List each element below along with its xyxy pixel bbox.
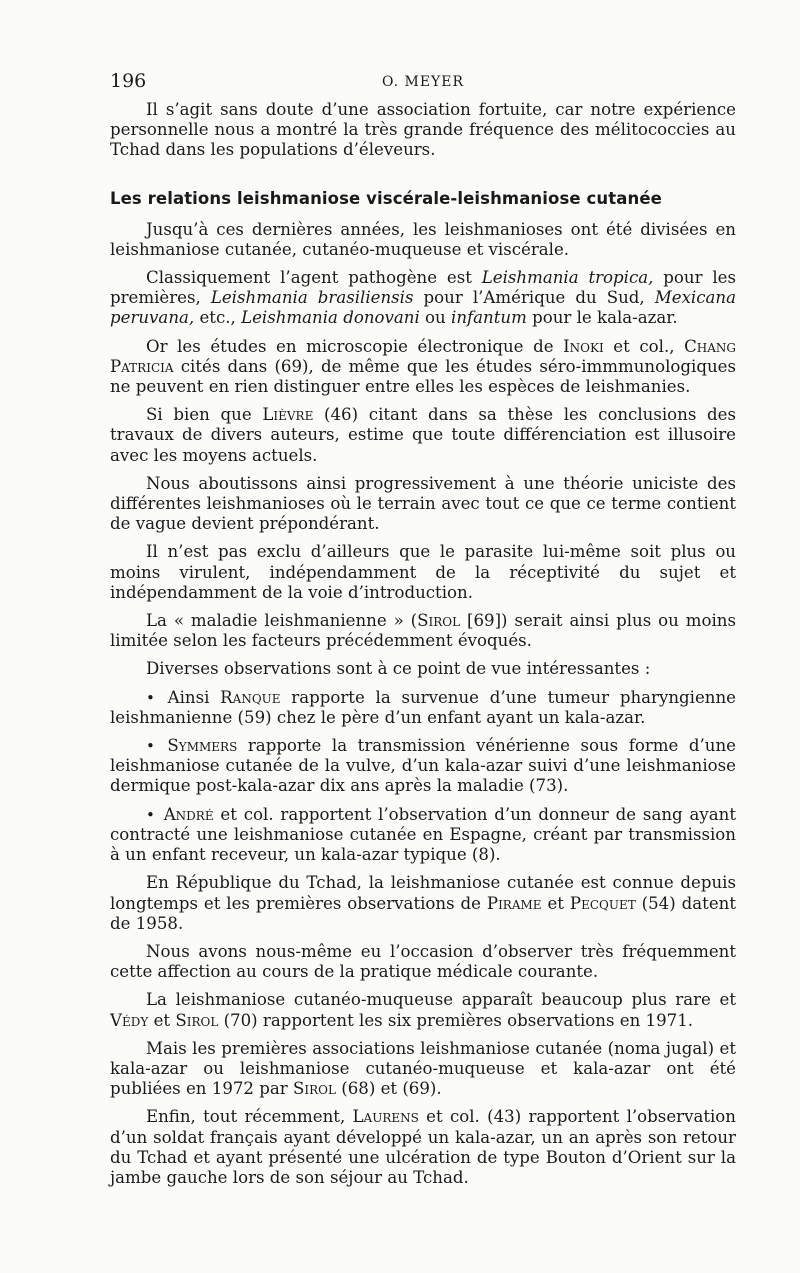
paragraph-7: La « maladie leishmanienne » (Sirol [69]) serait ainsi plus ou moins limitée selon les facteurs précédemment évoqués. xyxy=(110,611,736,651)
paragraph-8: Diverses observations sont à ce point de vue intéressantes : xyxy=(146,659,651,679)
author-name: Chang Patricia xyxy=(110,336,736,376)
paragraph-13: Enfin, tout récemment, Laurens et col. (43) rapportent l’observation d’un soldat français ayant développé un kala-azar, un an après son retour du Tchad et ayant présenté une ulcération de type Bouton d’Orient sur la jambe gauche lors de son séjour au Tchad. xyxy=(110,1107,736,1187)
paragraph-2: Classiquement l’agent pathogène est Leishmania tropica, pour les premières, Leishmania brasiliensis pour l’Amérique du Sud, Mexicana peruvana, etc., Leishmania donovani ou infantum pour le kala-azar. xyxy=(110,268,737,328)
running-header xyxy=(110,66,736,100)
author-name: Ranque xyxy=(220,687,281,707)
running-author: O. MEYER xyxy=(381,74,465,90)
paragraph-12: Mais les premières associations leishmaniose cutanée (noma jugal) et kala-azar ou leishmaniose cutanéo-muqueuse et kala-azar ont été publiées en 1972 par Sirol (68) et (69). xyxy=(110,1038,736,1099)
author-name: Sirol xyxy=(417,611,461,631)
section-heading: Les relations leishmaniose viscérale-leishmaniose cutanée xyxy=(110,188,662,208)
author-name: Symmers xyxy=(167,736,238,756)
author-name: Sirol xyxy=(175,1010,219,1030)
paragraph-3: Or les études en microscopie électronique de Inoki et col., Chang Patricia cités dans (69), de même que les études séro-immmunologiques ne peuvent en rien distinguer entre elles les espèces de leishmanies. xyxy=(110,336,736,397)
author-name: Laurens xyxy=(352,1107,419,1127)
bullet-icon: • xyxy=(146,737,155,756)
bullet-icon: • xyxy=(146,688,155,707)
author-name: André xyxy=(163,804,214,824)
paragraph-4: Si bien que Lièvre (46) citant dans sa thèse les conclusions des travaux de divers auteurs, estime que toute différenciation est illusoire avec les moyens actuels. xyxy=(110,405,736,465)
paragraph-5: Nous aboutissons ainsi progressivement à une théorie uniciste des différentes leishmanioses où le terrain avec tout ce que ce terme contient de vague devient prépondérant. xyxy=(110,473,736,534)
author-name: Inoki xyxy=(563,336,604,356)
author-name: Sirol xyxy=(293,1079,336,1099)
bullet-icon: • xyxy=(146,805,155,824)
intro-paragraph: Il s’agit sans doute d’une association fortuite, car notre expérience personnelle nous a montré la très grande fréquence des mélitococcies au Tchad dans les populations d’éleveurs. xyxy=(110,100,736,160)
bullet-item-2: • Symmers rapporte la transmission vénérienne sous forme d’une leishmaniose cutanée de la vulve, d’un kala-azar suivi d’une leishmaniose dermique post-kala-azar dix ans après la maladie (73). xyxy=(110,736,736,796)
paragraph-10: Nous avons nous-même eu l’occasion d’observer très fréquemment cette affection au cours de la pratique médicale courante. xyxy=(110,941,736,982)
bullet-item-1: • Ainsi Ranque rapporte la survenue d’une tumeur pharyngienne leishmanienne (59) chez le père d’un enfant ayant un kala-azar. xyxy=(110,687,736,727)
author-name: Védy xyxy=(110,1010,149,1030)
paragraph-9: En République du Tchad, la leishmaniose cutanée est connue depuis longtemps et les premières observations de Pirame et Pecquet (54) datent de 1958. xyxy=(110,873,736,933)
page-number: 196 xyxy=(110,70,147,92)
author-name: Lièvre xyxy=(262,405,314,425)
author-name: Pirame xyxy=(486,893,542,913)
paragraph-1: Jusqu’à ces dernières années, les leishmanioses ont été divisées en leishmaniose cutanée, cutanéo-muqueuse et viscérale. xyxy=(110,219,736,259)
bullet-item-3: • André et col. rapportent l’observation d’un donneur de sang ayant contracté une leishmaniose cutanée en Espagne, créant par transmission à un enfant receveur, un kala-azar typique (8). xyxy=(110,804,736,865)
author-name: Pecquet xyxy=(569,893,636,913)
paragraph-6: Il n’est pas exclu d’ailleurs que le parasite lui-même soit plus ou moins virulent, indépendamment de la réceptivité du sujet et indépendamment de la voie d’introduction. xyxy=(110,542,736,602)
paragraph-11: La leishmaniose cutanéo-muqueuse apparaît beaucoup plus rare et Védy et Sirol (70) rapportent les six premières observations en 1971. xyxy=(110,990,736,1030)
